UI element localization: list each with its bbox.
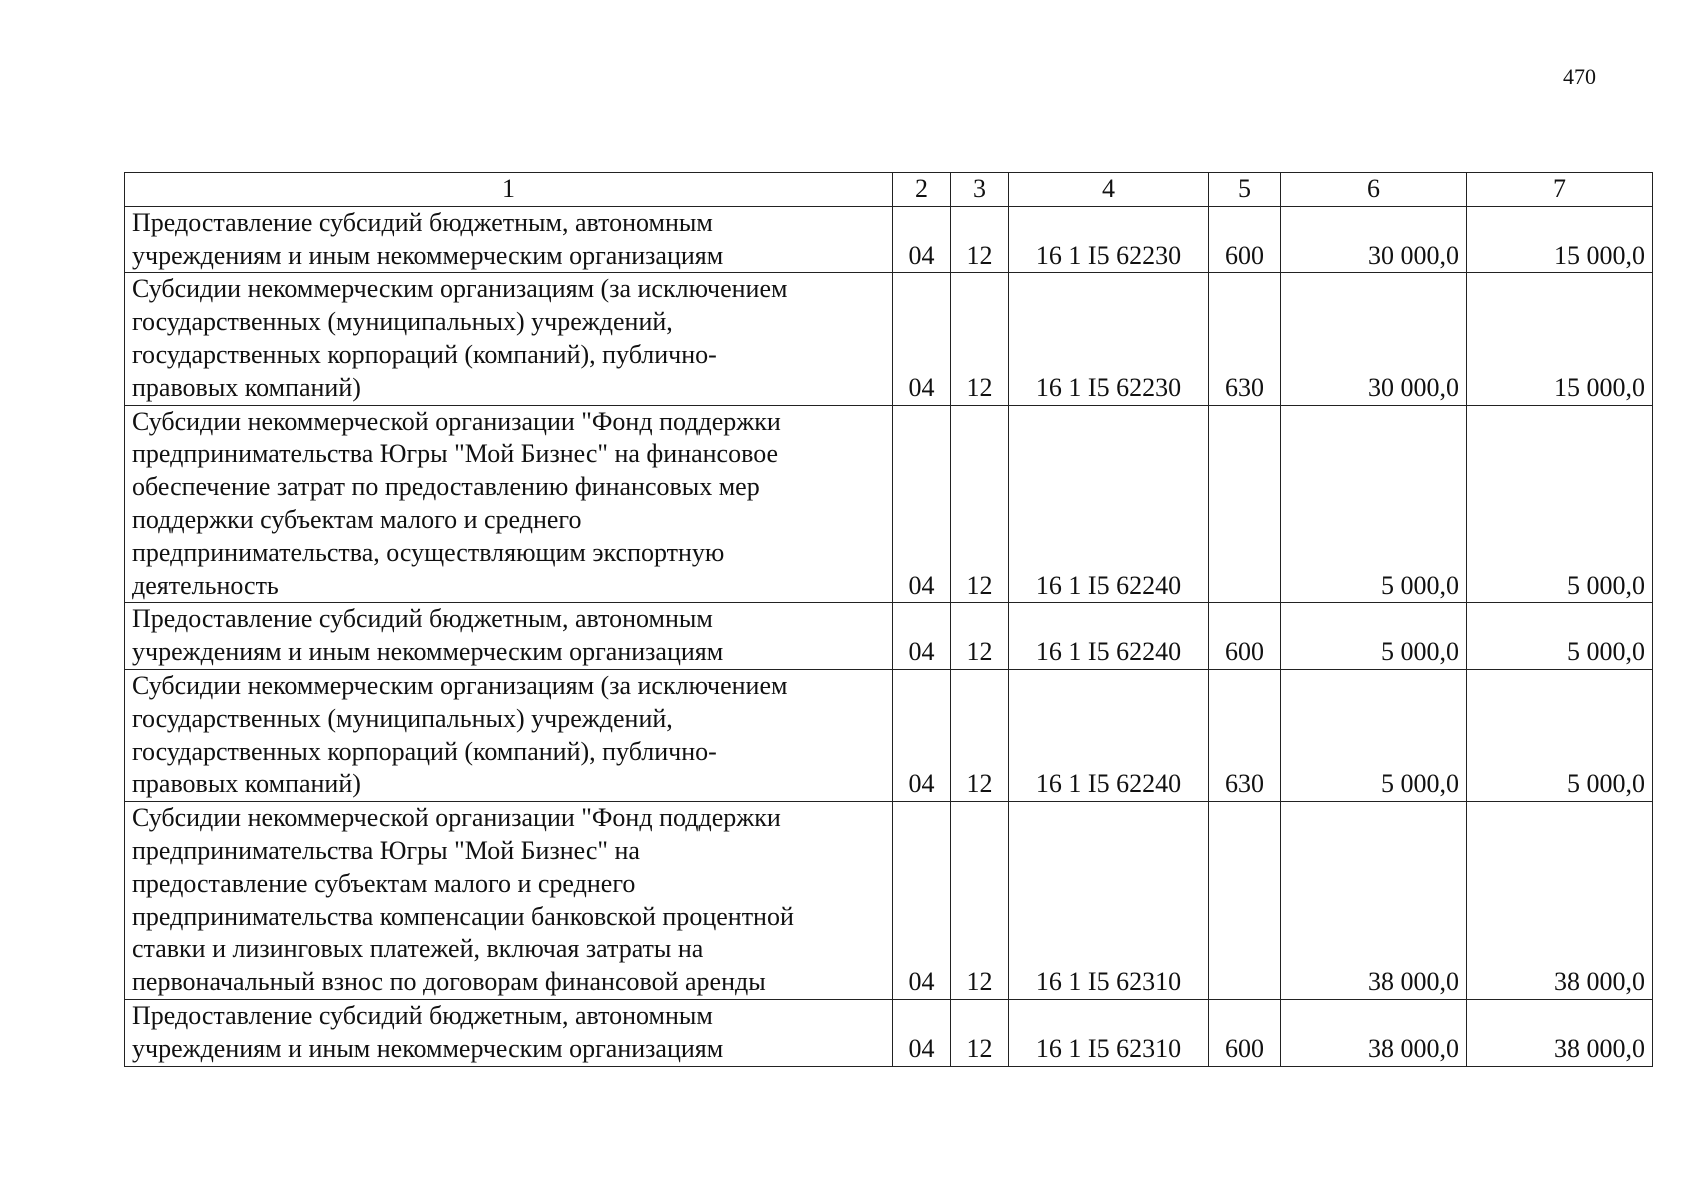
item-name-line: поддержки субъектам малого и среднего bbox=[132, 504, 582, 534]
table-row bbox=[125, 603, 1653, 670]
header-cell-4: 4 bbox=[1009, 173, 1209, 207]
section-code-cell: 04 bbox=[893, 669, 951, 801]
amount-year1-cell: 38 000,0 bbox=[1281, 802, 1467, 1000]
item-name-line: учреждениям и иным некоммерческим организациям bbox=[132, 1033, 724, 1063]
header-cell-7: 7 bbox=[1467, 173, 1653, 207]
target-article-cell: 16 1 I5 62310 bbox=[1009, 802, 1209, 1000]
header-cell-2: 2 bbox=[893, 173, 951, 207]
target-article-cell: 16 1 I5 62310 bbox=[1009, 999, 1209, 1066]
header-cell-5: 5 bbox=[1209, 173, 1281, 207]
expense-type-cell: 630 bbox=[1209, 669, 1281, 801]
section-code-cell: 04 bbox=[893, 273, 951, 405]
expense-type-cell: 630 bbox=[1209, 273, 1281, 405]
item-name-line: предпринимательства Югры "Мой Бизнес" на bbox=[132, 835, 640, 865]
section-code-cell: 04 bbox=[893, 999, 951, 1066]
expense-type-cell bbox=[1209, 405, 1281, 603]
item-name-line: государственных корпораций (компаний), публично- bbox=[132, 736, 717, 766]
amount-year2-cell: 5 000,0 bbox=[1467, 405, 1653, 603]
item-name-line: правовых компаний) bbox=[132, 372, 361, 402]
item-name-cell bbox=[125, 802, 893, 1000]
table-row bbox=[125, 206, 1653, 273]
item-name-line: предоставление субъектам малого и среднего bbox=[132, 868, 636, 898]
item-name-line: Субсидии некоммерческим организациям (за исключением bbox=[132, 670, 788, 700]
table-row bbox=[125, 802, 1653, 1000]
item-name-line: предпринимательства, осуществляющим экспортную bbox=[132, 537, 725, 567]
header-cell-1: 1 bbox=[125, 173, 893, 207]
item-name-line: Предоставление субсидий бюджетным, автономным bbox=[132, 1000, 713, 1030]
table-row bbox=[125, 405, 1653, 603]
amount-year1-cell: 5 000,0 bbox=[1281, 405, 1467, 603]
amount-year1-cell: 5 000,0 bbox=[1281, 603, 1467, 670]
item-name-line: Субсидии некоммерческим организациям (за исключением bbox=[132, 274, 788, 304]
item-name-line: государственных (муниципальных) учреждений, bbox=[132, 307, 673, 337]
item-name-cell bbox=[125, 603, 893, 670]
item-name-cell bbox=[125, 669, 893, 801]
item-name-line: ставки и лизинговых платежей, включая затраты на bbox=[132, 934, 704, 964]
item-name-cell bbox=[125, 206, 893, 273]
item-name-line: предпринимательства компенсации банковской процентной bbox=[132, 901, 794, 931]
item-name-line: Субсидии некоммерческой организации "Фонд поддержки bbox=[132, 406, 781, 436]
amount-year2-cell: 5 000,0 bbox=[1467, 669, 1653, 801]
section-code-cell: 04 bbox=[893, 802, 951, 1000]
amount-year2-cell: 15 000,0 bbox=[1467, 206, 1653, 273]
table-row bbox=[125, 669, 1653, 801]
target-article-cell: 16 1 I5 62230 bbox=[1009, 206, 1209, 273]
amount-year1-cell: 5 000,0 bbox=[1281, 669, 1467, 801]
item-name-cell bbox=[125, 405, 893, 603]
section-code-cell: 04 bbox=[893, 405, 951, 603]
item-name-line: учреждениям и иным некоммерческим организациям bbox=[132, 240, 724, 270]
target-article-cell: 16 1 I5 62230 bbox=[1009, 273, 1209, 405]
item-name-line: деятельность bbox=[132, 570, 279, 600]
expense-type-cell: 600 bbox=[1209, 603, 1281, 670]
amount-year2-cell: 38 000,0 bbox=[1467, 802, 1653, 1000]
expense-type-cell: 600 bbox=[1209, 206, 1281, 273]
subsection-code-cell: 12 bbox=[951, 206, 1009, 273]
expense-type-cell: 600 bbox=[1209, 999, 1281, 1066]
table-body bbox=[125, 173, 1653, 1067]
budget-table bbox=[124, 172, 1653, 1067]
item-name-line: правовых компаний) bbox=[132, 769, 361, 799]
amount-year1-cell: 38 000,0 bbox=[1281, 999, 1467, 1066]
subsection-code-cell: 12 bbox=[951, 999, 1009, 1066]
item-name-line: Субсидии некоммерческой организации "Фонд поддержки bbox=[132, 803, 781, 833]
page-number: 470 bbox=[1563, 64, 1596, 89]
item-name-line: предпринимательства Югры "Мой Бизнес" на финансовое bbox=[132, 439, 779, 469]
item-name-line: государственных корпораций (компаний), публично- bbox=[132, 339, 717, 369]
header-cell-3: 3 bbox=[951, 173, 1009, 207]
item-name-line: обеспечение затрат по предоставлению финансовых мер bbox=[132, 472, 760, 502]
header-cell-6: 6 bbox=[1281, 173, 1467, 207]
section-code-cell: 04 bbox=[893, 603, 951, 670]
target-article-cell: 16 1 I5 62240 bbox=[1009, 405, 1209, 603]
item-name-line: Предоставление субсидий бюджетным, автономным bbox=[132, 604, 713, 634]
target-article-cell: 16 1 I5 62240 bbox=[1009, 669, 1209, 801]
subsection-code-cell: 12 bbox=[951, 405, 1009, 603]
item-name-line: первоначальный взнос по договорам финансовой аренды bbox=[132, 967, 766, 997]
amount-year2-cell: 5 000,0 bbox=[1467, 603, 1653, 670]
item-name-line: государственных (муниципальных) учреждений, bbox=[132, 703, 673, 733]
item-name-cell bbox=[125, 273, 893, 405]
item-name-line: Предоставление субсидий бюджетным, автономным bbox=[132, 207, 713, 237]
expense-type-cell bbox=[1209, 802, 1281, 1000]
section-code-cell: 04 bbox=[893, 206, 951, 273]
item-name-line: учреждениям и иным некоммерческим организациям bbox=[132, 637, 724, 667]
amount-year1-cell: 30 000,0 bbox=[1281, 206, 1467, 273]
subsection-code-cell: 12 bbox=[951, 802, 1009, 1000]
subsection-code-cell: 12 bbox=[951, 603, 1009, 670]
target-article-cell: 16 1 I5 62240 bbox=[1009, 603, 1209, 670]
table-header-row bbox=[125, 173, 1653, 207]
table-row bbox=[125, 273, 1653, 405]
subsection-code-cell: 12 bbox=[951, 669, 1009, 801]
amount-year2-cell: 38 000,0 bbox=[1467, 999, 1653, 1066]
item-name-cell bbox=[125, 999, 893, 1066]
amount-year2-cell: 15 000,0 bbox=[1467, 273, 1653, 405]
amount-year1-cell: 30 000,0 bbox=[1281, 273, 1467, 405]
subsection-code-cell: 12 bbox=[951, 273, 1009, 405]
table-row bbox=[125, 999, 1653, 1066]
